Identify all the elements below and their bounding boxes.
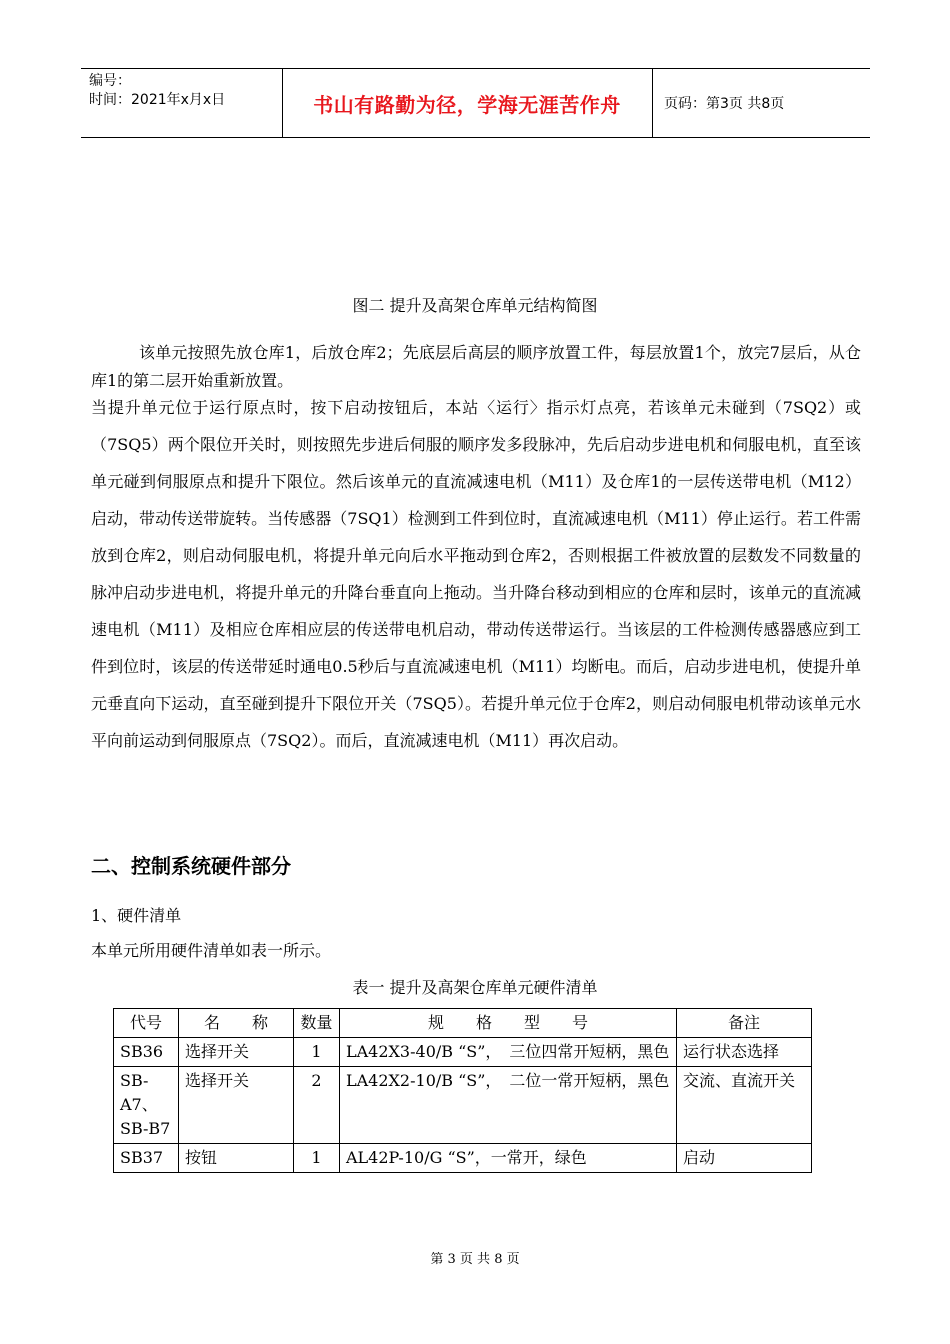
header-note: 备注 [677,1009,812,1038]
intro-line: 本单元所用硬件清单如表一所示。 [91,941,332,960]
header-name: 名 称 [179,1009,294,1038]
header-qty: 数量 [294,1009,340,1038]
table-row [114,1067,812,1144]
hardware-table [113,1008,812,1173]
page-indicator: 页码：第3页 共8页 [664,96,785,112]
cell-code: SB36 [114,1038,179,1067]
cell-code: SB-A7、SB-B7 [114,1067,179,1144]
cell-code: SB37 [114,1144,179,1173]
table-row [114,1144,812,1173]
table-header-row [114,1009,812,1038]
header-code: 代号 [114,1009,179,1038]
cell-qty: 1 [294,1144,340,1173]
cell-note: 启动 [677,1144,812,1173]
cell-model: LA42X3-40/B “S”， 三位四常开短柄，黑色 [340,1038,677,1067]
cell-note: 交流、直流开关 [677,1067,812,1144]
header-model: 规 格 型 号 [340,1009,677,1038]
header-motto: 书山有路勤为径，学海无涯苦作舟 [313,92,621,117]
figure-caption: 图二 提升及高架仓库单元结构简图 [352,296,598,315]
number-label: 编号： [89,73,131,89]
page-footer: 第 3 页 共 8 页 [430,1252,520,1267]
page-header [81,68,870,138]
paragraph-process [91,389,861,759]
table-caption: 表一 提升及高架仓库单元硬件清单 [352,978,598,997]
cell-name: 选择开关 [179,1067,294,1144]
header-divider [652,69,653,137]
cell-qty: 1 [294,1038,340,1067]
cell-qty: 2 [294,1067,340,1144]
paragraph-1: 该单元按照先放仓库1，后放仓库2；先底层后高层的顺序放置工件，每层放置1个，放完7层后，从仓库1的第二层开始重新放置。 [91,343,861,390]
header-meta [89,72,225,110]
paragraph-2: 当提升单元位于运行原点时，按下启动按钮后，本站〈运行〉指示灯点亮，若该单元未碰到（7SQ2）或（7SQ5）两个限位开关时，则按照先步进后伺服的顺序发多段脉冲，先后启动步进电机和伺服电机，直至该单元碰到伺服原点和提升下限位。然后该单元的直流减速电机（M11）及仓库1的一层传送带电机（M12）启动，带动传送带旋转。当传感器（7SQ1）检测到工件到位时，直流减速电机（M11）停止运行。若工件需放到仓库2，则启动伺服电机，将提升单元向后水平拖动到仓库2，否则根据工件被放置的层数发不同数量的脉冲启动步进电机，将提升单元的升降台垂直向上拖动。当升降台移动到相应的仓库和层时，该单元的直流减速电机（M11）及相应仓库相应层的传送带电机启动，带动传送带运行。当该层的工件检测传感器感应到工件到位时，该层的传送带延时通电0.5秒后与直流减速电机（M11）均断电。而后，启动步进电机，使提升单元垂直向下运动，直至碰到提升下限位开关（7SQ5）。若提升单元位于仓库2，则启动伺服电机带动该单元水平向前运动到伺服原点（7SQ2）。而后，直流减速电机（M11）再次启动。 [91,398,861,750]
subsection-title: 1、硬件清单 [91,906,182,925]
paragraph-intro [91,339,861,395]
cell-name: 选择开关 [179,1038,294,1067]
cell-model: LA42X2-10/B “S”， 二位一常开短柄，黑色 [340,1067,677,1144]
cell-model: AL42P-10/G “S”，一常开，绿色 [340,1144,677,1173]
time-label: 时间：2021年x月x日 [89,92,226,108]
cell-name: 按钮 [179,1144,294,1173]
table-row [114,1038,812,1067]
cell-note: 运行状态选择 [677,1038,812,1067]
section-heading: 二、控制系统硬件部分 [91,854,291,878]
